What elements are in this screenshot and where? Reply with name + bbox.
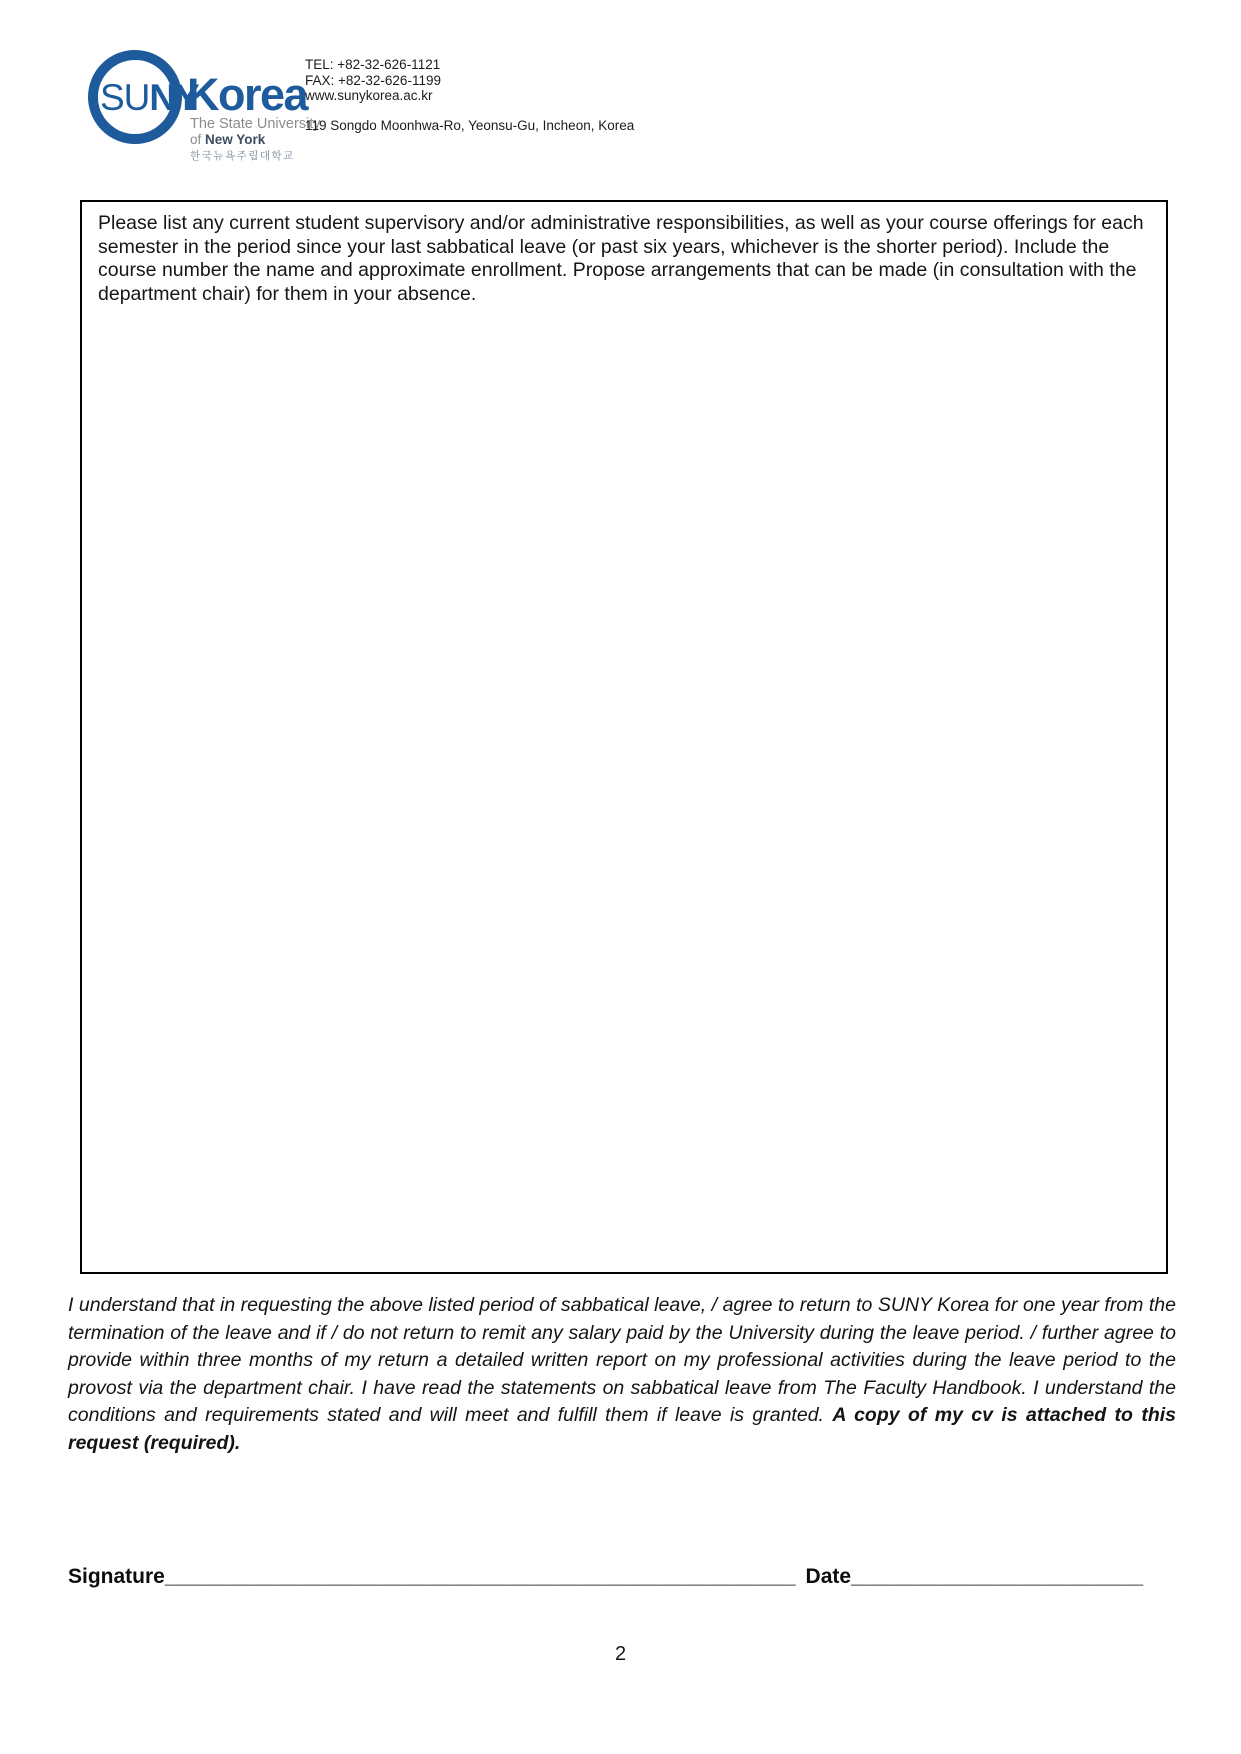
logo-tagline-state-university: The State University <box>190 116 321 132</box>
logo-suny-ny: NY <box>149 77 199 118</box>
agreement-text: I understand that in requesting the above listed period of sabbatical leave, / agree to return to SUNY Korea for one year from the termination of the leave and if / do not return to remit any salary paid by the University during the leave period. / further agree to provide within three months of my return a detailed written report on my professional activities during the leave period to the provost via the department chair. I have read the statements on sabbatical leave from The Faculty Handbook. I understand the conditions and requirements stated and will meet and fulfill them if leave is granted. <box>68 1294 1176 1426</box>
agreement-cv-required-text: A copy of my cv is attached to this request (required). <box>68 1404 1176 1454</box>
logo-suny-text <box>100 77 199 119</box>
logo-tagline-newyork: New York <box>205 132 266 147</box>
signature-row <box>68 1565 1143 1589</box>
signature-label: Signature <box>68 1565 165 1588</box>
contact-block <box>305 57 634 133</box>
contact-tel: TEL: +82-32-626-1121 <box>305 57 441 72</box>
contact-address: 119 Songdo Moonhwa-Ro, Yeonsu-Gu, Incheon, Korea <box>305 117 635 133</box>
logo-tagline-of: of <box>190 132 206 147</box>
date-label: Date <box>805 1565 852 1588</box>
logo-tagline-of-new-york <box>190 132 265 147</box>
contact-fax: FAX: +82-32-626-1199 <box>305 72 441 88</box>
responsibilities-answer-box <box>80 200 1168 1274</box>
contact-web: www.sunykorea.ac.kr <box>305 88 433 103</box>
agreement-paragraph <box>68 1292 1176 1457</box>
date-line: _________________________ <box>851 1565 1144 1588</box>
signature-line: ______________________________________________________ <box>164 1565 796 1588</box>
page-number: 2 <box>614 1643 627 1665</box>
responsibilities-prompt-text: Please list any current student supervisory and/or administrative responsibilities, as well as your course offerings for each semester in the period since your last sabbatical leave (or past six years, whichever is the shorter period). Include the course number the name and approximate enrollment. Propose arrangements that can be made (in consultation with the department chair) for them in your absence. <box>98 212 1144 305</box>
logo-korea-text: Korea <box>187 69 308 120</box>
logo-suny-su: SU <box>100 77 150 118</box>
logo-korean-name: 한국뉴욕주립대학교 <box>190 150 295 162</box>
